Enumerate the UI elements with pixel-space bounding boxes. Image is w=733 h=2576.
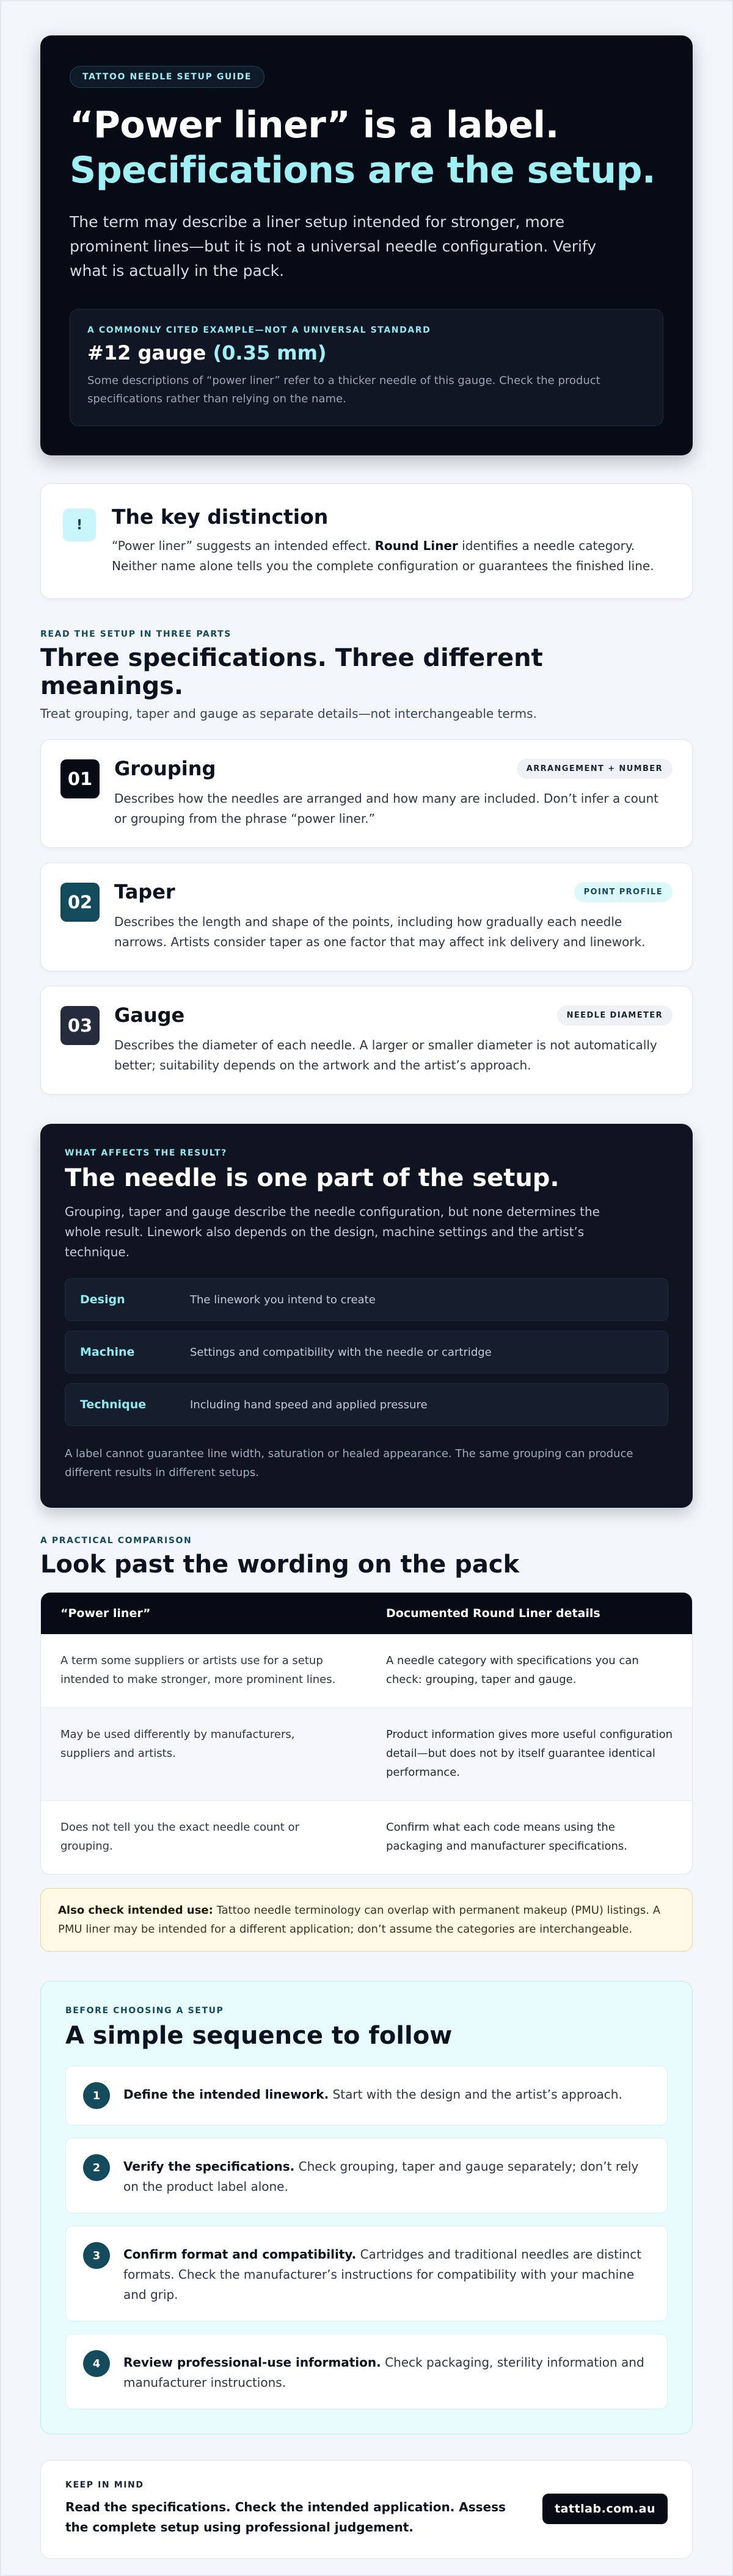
- step-text: [123, 2242, 650, 2305]
- page: [40, 1, 693, 2559]
- spec-body: [114, 1004, 673, 1076]
- table-cell-left: May be used differently by manufacturers, suppliers and artists.: [60, 1728, 295, 1760]
- step-item: [65, 2226, 668, 2321]
- step-item: [65, 2334, 668, 2409]
- step-list: [65, 2066, 668, 2409]
- key-distinction-card: [40, 483, 693, 599]
- affects-desc: Grouping, taper and gauge describe the needle configuration, but none determines the whole result. Linework also depends on the design, machine settings and the artist’s technique.: [65, 1204, 600, 1259]
- step-bold: Confirm format and compatibility.: [123, 2247, 357, 2262]
- factor-desc: Settings and compatibility with the needle or cartridge: [190, 1345, 492, 1359]
- spec-tag: POINT PROFILE: [574, 882, 673, 902]
- step-bold: Verify the specifications.: [123, 2159, 295, 2174]
- gauge-number: #12 gauge: [87, 341, 206, 364]
- table-cell-right: Product information gives more useful configuration detail—but does not by itself guarantee identical performance.: [386, 1728, 673, 1779]
- factor-name: Design: [80, 1293, 125, 1306]
- spec-body: [114, 880, 673, 952]
- table-body: [41, 1634, 692, 1874]
- key-text-bold: Round Liner: [374, 538, 458, 553]
- spec-card-taper: [40, 863, 693, 971]
- comparison-table: [40, 1592, 693, 1875]
- affects-foot: A label cannot guarantee line width, saturation or healed appearance. The same grouping can produce different results in different setups.: [65, 1447, 633, 1479]
- key-text: [112, 536, 670, 576]
- factor-row: [65, 1383, 668, 1426]
- spec-header: [114, 880, 673, 903]
- step-detail: Start with the design and the artist’s approach.: [329, 2087, 622, 2102]
- spec-title: Taper: [114, 880, 175, 903]
- table-cell-right: Confirm what each code means using the packaging and manufacturer specifications.: [386, 1821, 627, 1853]
- footer-eyebrow: KEEP IN MIND: [65, 2480, 144, 2490]
- column-header-right: Documented Round Liner details: [386, 1607, 600, 1620]
- guide-pill: TATTOO NEEDLE SETUP GUIDE: [70, 66, 264, 88]
- footer-text: [65, 2480, 530, 2538]
- example-eyebrow: A COMMONLY CITED EXAMPLE—NOT A UNIVERSAL STANDARD: [87, 325, 431, 335]
- compare-title: Look past the wording on the pack: [40, 1550, 520, 1579]
- footer-message: Read the specifications. Check the intended application. Assess the complete setup using professional judgement.: [65, 2500, 506, 2534]
- table-header: [41, 1593, 692, 1634]
- specs-subtitle: Treat grouping, taper and gauge as separate details—not interchangeable terms.: [40, 706, 537, 721]
- step-detail: Check packaging, sterility information and manufacturer instructions.: [123, 2355, 644, 2390]
- factor-desc: Including hand speed and applied pressure: [190, 1398, 428, 1411]
- exclamation-icon: !: [63, 508, 96, 541]
- spec-card-grouping: [40, 739, 693, 848]
- key-body: [112, 505, 670, 576]
- step-number: 4: [83, 2350, 110, 2377]
- step-number: 1: [83, 2082, 110, 2109]
- spec-tag: ARRANGEMENT + NUMBER: [517, 759, 673, 779]
- spec-header: [114, 1004, 673, 1027]
- sequence-section: [40, 1981, 693, 2434]
- title-line-2: Specifications are the setup.: [70, 149, 656, 192]
- hero-section: [40, 35, 693, 455]
- step-number: 2: [83, 2154, 110, 2181]
- column-header-left: “Power liner”: [60, 1607, 151, 1620]
- spec-number: 02: [60, 883, 100, 922]
- key-title: The key distinction: [112, 505, 329, 529]
- step-bold: Define the intended linework.: [123, 2087, 329, 2102]
- spec-title: Grouping: [114, 757, 216, 780]
- spec-text: Describes the diameter of each needle. A larger or smaller diameter is not automatically better; suitability depends on the artwork and the artist’s approach.: [114, 1038, 657, 1073]
- footer-card: [40, 2460, 693, 2559]
- factor-list: [65, 1278, 668, 1426]
- callout-label: Also check intended use:: [58, 1904, 213, 1917]
- table-cell-left: Does not tell you the exact needle count or grouping.: [60, 1821, 299, 1853]
- factor-row: [65, 1331, 668, 1373]
- affects-title: The needle is one part of the setup.: [65, 1164, 560, 1192]
- specs-title: Three specifications. Three different meanings.: [40, 644, 543, 700]
- factor-row: [65, 1278, 668, 1321]
- compare-eyebrow: A PRACTICAL COMPARISON: [40, 1536, 192, 1546]
- gauge-value: [87, 341, 646, 364]
- spec-body: [114, 757, 673, 829]
- key-text-2: identifies a needle category. Neither name alone tells you the complete configuration or guarantees the finished line.: [112, 538, 654, 573]
- affects-eyebrow: WHAT AFFECTS THE RESULT?: [65, 1148, 227, 1158]
- spec-text: Describes the length and shape of the points, including how gradually each needle narrows. Artists consider taper as one factor that may affect ink delivery and linework.: [114, 914, 646, 949]
- callout-text: Tattoo needle terminology can overlap with permanent makeup (PMU) listings. A PMU liner may be intended for a different application; don’t assume the categories are interchangeable.: [58, 1904, 661, 1936]
- spec-header: [114, 757, 673, 780]
- key-text-1: “Power liner” suggests an intended effect.: [112, 538, 375, 553]
- factor-desc: The linework you intend to create: [190, 1293, 376, 1306]
- gauge-mm: (0.35 mm): [213, 341, 327, 364]
- affects-section: [40, 1124, 693, 1508]
- table-cell-right: A needle category with specifications you can check: grouping, taper and gauge.: [386, 1654, 639, 1686]
- specs-eyebrow: READ THE SETUP IN THREE PARTS: [40, 629, 232, 639]
- step-number: 3: [83, 2242, 110, 2269]
- step-text: [123, 2082, 622, 2105]
- factor-name: Machine: [80, 1345, 135, 1359]
- title-line-1: “Power liner” is a label.: [70, 104, 559, 147]
- step-text: [123, 2154, 650, 2197]
- hero-lead: The term may describe a liner setup intended for stronger, more prominent lines—but it is not a universal needle configuration. Verify what is actually in the pack.: [70, 213, 597, 280]
- sequence-title: A simple sequence to follow: [65, 2022, 453, 2050]
- spec-number: 03: [60, 1006, 100, 1045]
- step-item: [65, 2138, 668, 2213]
- step-item: [65, 2066, 668, 2126]
- step-text: [123, 2350, 650, 2393]
- spec-tag: NEEDLE DIAMETER: [557, 1005, 673, 1026]
- table-row: [41, 1800, 692, 1874]
- step-detail: Check grouping, taper and gauge separately; don’t rely on the product label alone.: [123, 2159, 639, 2194]
- factor-name: Technique: [80, 1398, 147, 1411]
- table-cell-left: A term some suppliers or artists use for a setup intended to make stronger, more prominent lines.: [60, 1654, 336, 1686]
- gauge-example-card: [70, 309, 663, 426]
- spec-title: Gauge: [114, 1004, 185, 1027]
- spec-list: [40, 739, 693, 1094]
- sequence-eyebrow: BEFORE CHOOSING A SETUP: [65, 2006, 224, 2016]
- page-title: [70, 103, 663, 193]
- specs-section: [40, 629, 693, 1094]
- site-link[interactable]: tattlab.com.au: [542, 2494, 668, 2524]
- table-row: [41, 1634, 692, 1707]
- comparison-section: [40, 1536, 693, 1952]
- spec-card-gauge: [40, 986, 693, 1094]
- intended-use-callout: [40, 1888, 693, 1952]
- spec-text: Describes how the needles are arranged and how many are included. Don’t infer a count or grouping from the phrase “power liner.”: [114, 791, 658, 826]
- table-row: [41, 1707, 692, 1800]
- step-detail: Cartridges and traditional needles are distinct formats. Check the manufacturer’s instructions for compatibility with your machine and grip.: [123, 2247, 642, 2302]
- spec-number: 01: [60, 759, 100, 798]
- step-bold: Review professional-use information.: [123, 2355, 381, 2370]
- example-note: Some descriptions of “power liner” refer to a thicker needle of this gauge. Check the product specifications rather than relying on the name.: [87, 374, 600, 405]
